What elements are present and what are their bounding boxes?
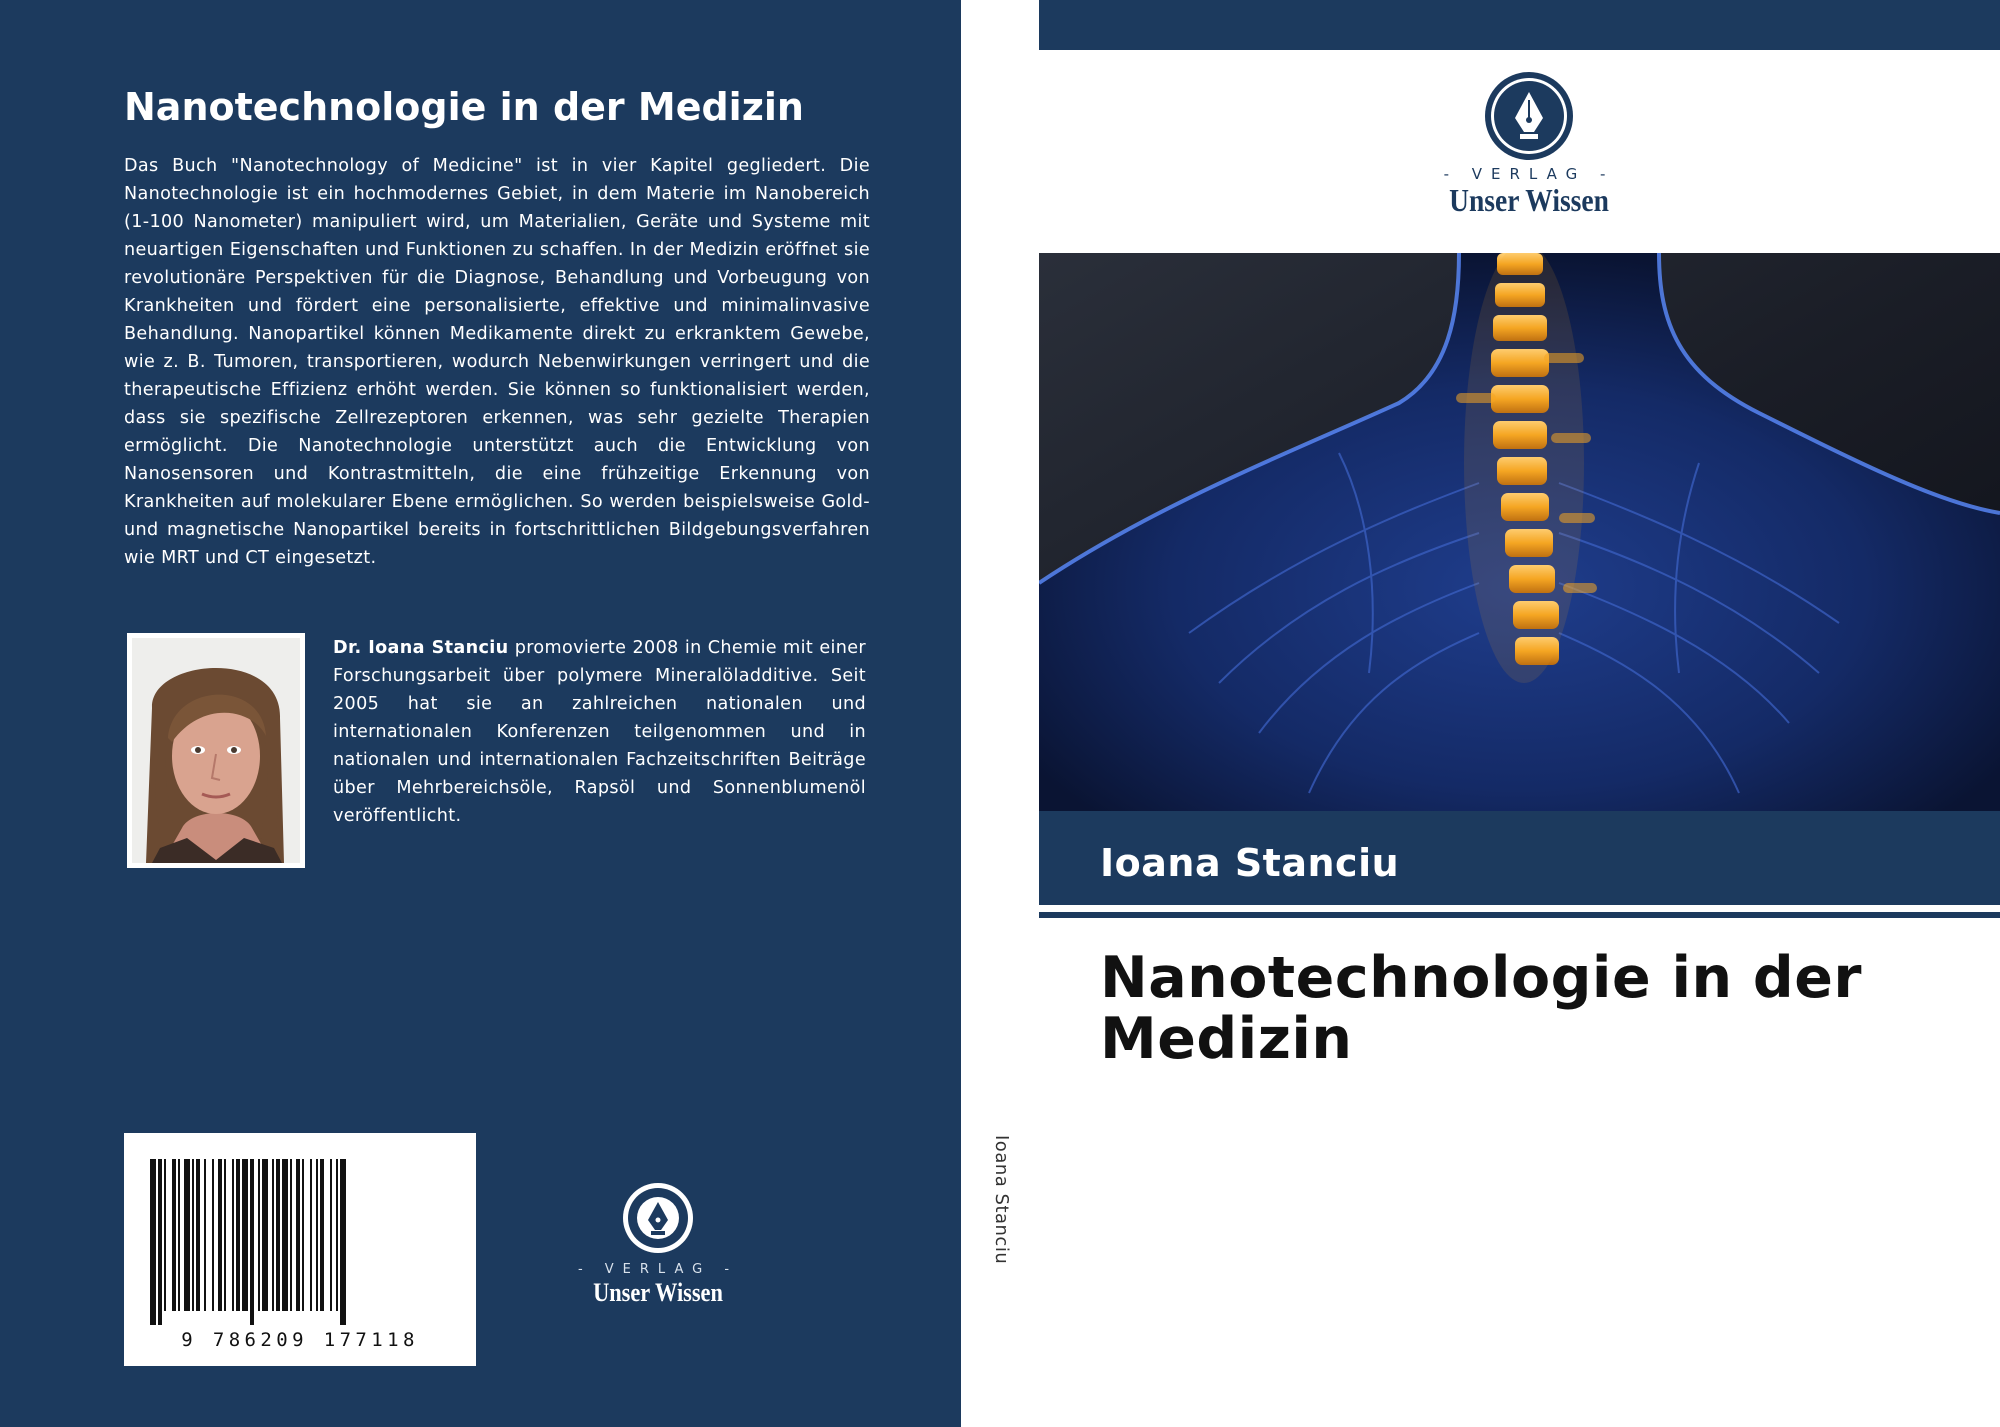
front-author-name: Ioana Stanciu <box>1100 841 1400 885</box>
back-logo-verlag: - VERLAG - <box>577 1262 739 1277</box>
isbn-number: 9 786209 177118 <box>181 1329 419 1351</box>
bio-text: promovierte 2008 in Chemie mit einer Forschungsarbeit über polymere Mineralöladditive. Seit 2005 hat sie an zahlreichen nationalen und internationalen Konferenzen teilgenommen und in nationalen und internationalen Fachzeitschriften Beiträge über Mehrbereichsöle, Rapsöl und Sonnenblumenöl veröffentlicht. <box>333 638 866 826</box>
back-logo-name: Unser Wissen <box>593 1278 723 1307</box>
author-biography <box>333 634 866 830</box>
front-logo-name: Unser Wissen <box>1449 182 1609 218</box>
back-publisher-logo <box>560 1180 756 1310</box>
divider-rule <box>1039 912 2000 918</box>
book-description: Das Buch "Nanotechnology of Medicine" ist in vier Kapitel gegliedert. Die Nanotechnologie ist ein hochmodernes Gebiet, in dem Materie im Nanobereich (1-100 Nanometer) manipuliert wird, um Materialien, Geräte und Systeme mit neuartigen Eigenschaften und Funktionen zu schaffen. In der Medizin eröffnet sie revolutionäre Perspektiven für die Diagnose, Behandlung und Vorbeugung von Krankheiten und fördert eine personalisierte, effektive und minimalinvasive Behandlung. Nanopartikel können Medikamente direkt zu erkranktem Gewebe, wie z. B. Tumoren, transportieren, wodurch Nebenwirkungen verringert und die therapeutische Effizienz erhöht werden. Sie können so funktionalisiert werden, dass sie spezifische Zellrezeptoren erkennen, was sehr gezielte Therapien ermöglicht. Die Nanotechnologie unterstützt auch die Entwicklung von Nanosensoren und Kontrastmitteln, die eine frühzeitige Erkennung von Krankheiten auf molekularer Ebene ermöglichen. So werden beispielsweise Gold- und magnetische Nanopartikel bereits in fortschrittlichen Bildgebungsverfahren wie MRT und CT eingesetzt. <box>124 156 870 568</box>
xray-spine-illustration <box>1039 253 2000 811</box>
spine-author: Ioana Stanciu <box>991 1135 1012 1265</box>
bio-author-name: Dr. Ioana Stanciu <box>333 638 509 658</box>
barcode <box>124 1133 476 1366</box>
front-cover-title: Nanotechnologie in der Medizin <box>1100 945 1862 1072</box>
author-portrait-image <box>132 638 300 863</box>
front-cover <box>1039 0 2000 1427</box>
author-photo <box>127 633 305 868</box>
author-banner <box>1039 811 2000 905</box>
top-navy-band <box>1039 0 2000 50</box>
front-publisher-logo <box>1409 70 1649 220</box>
barcode-bars <box>142 1159 458 1329</box>
back-cover-title: Nanotechnologie in der Medizin <box>124 85 804 129</box>
pen-nib-emblem-icon <box>1481 70 1577 162</box>
front-logo-verlag: - VERLAG - <box>1443 165 1615 183</box>
book-spine <box>961 0 1039 1427</box>
back-cover <box>0 0 961 1427</box>
pen-nib-emblem-icon <box>622 1180 694 1256</box>
